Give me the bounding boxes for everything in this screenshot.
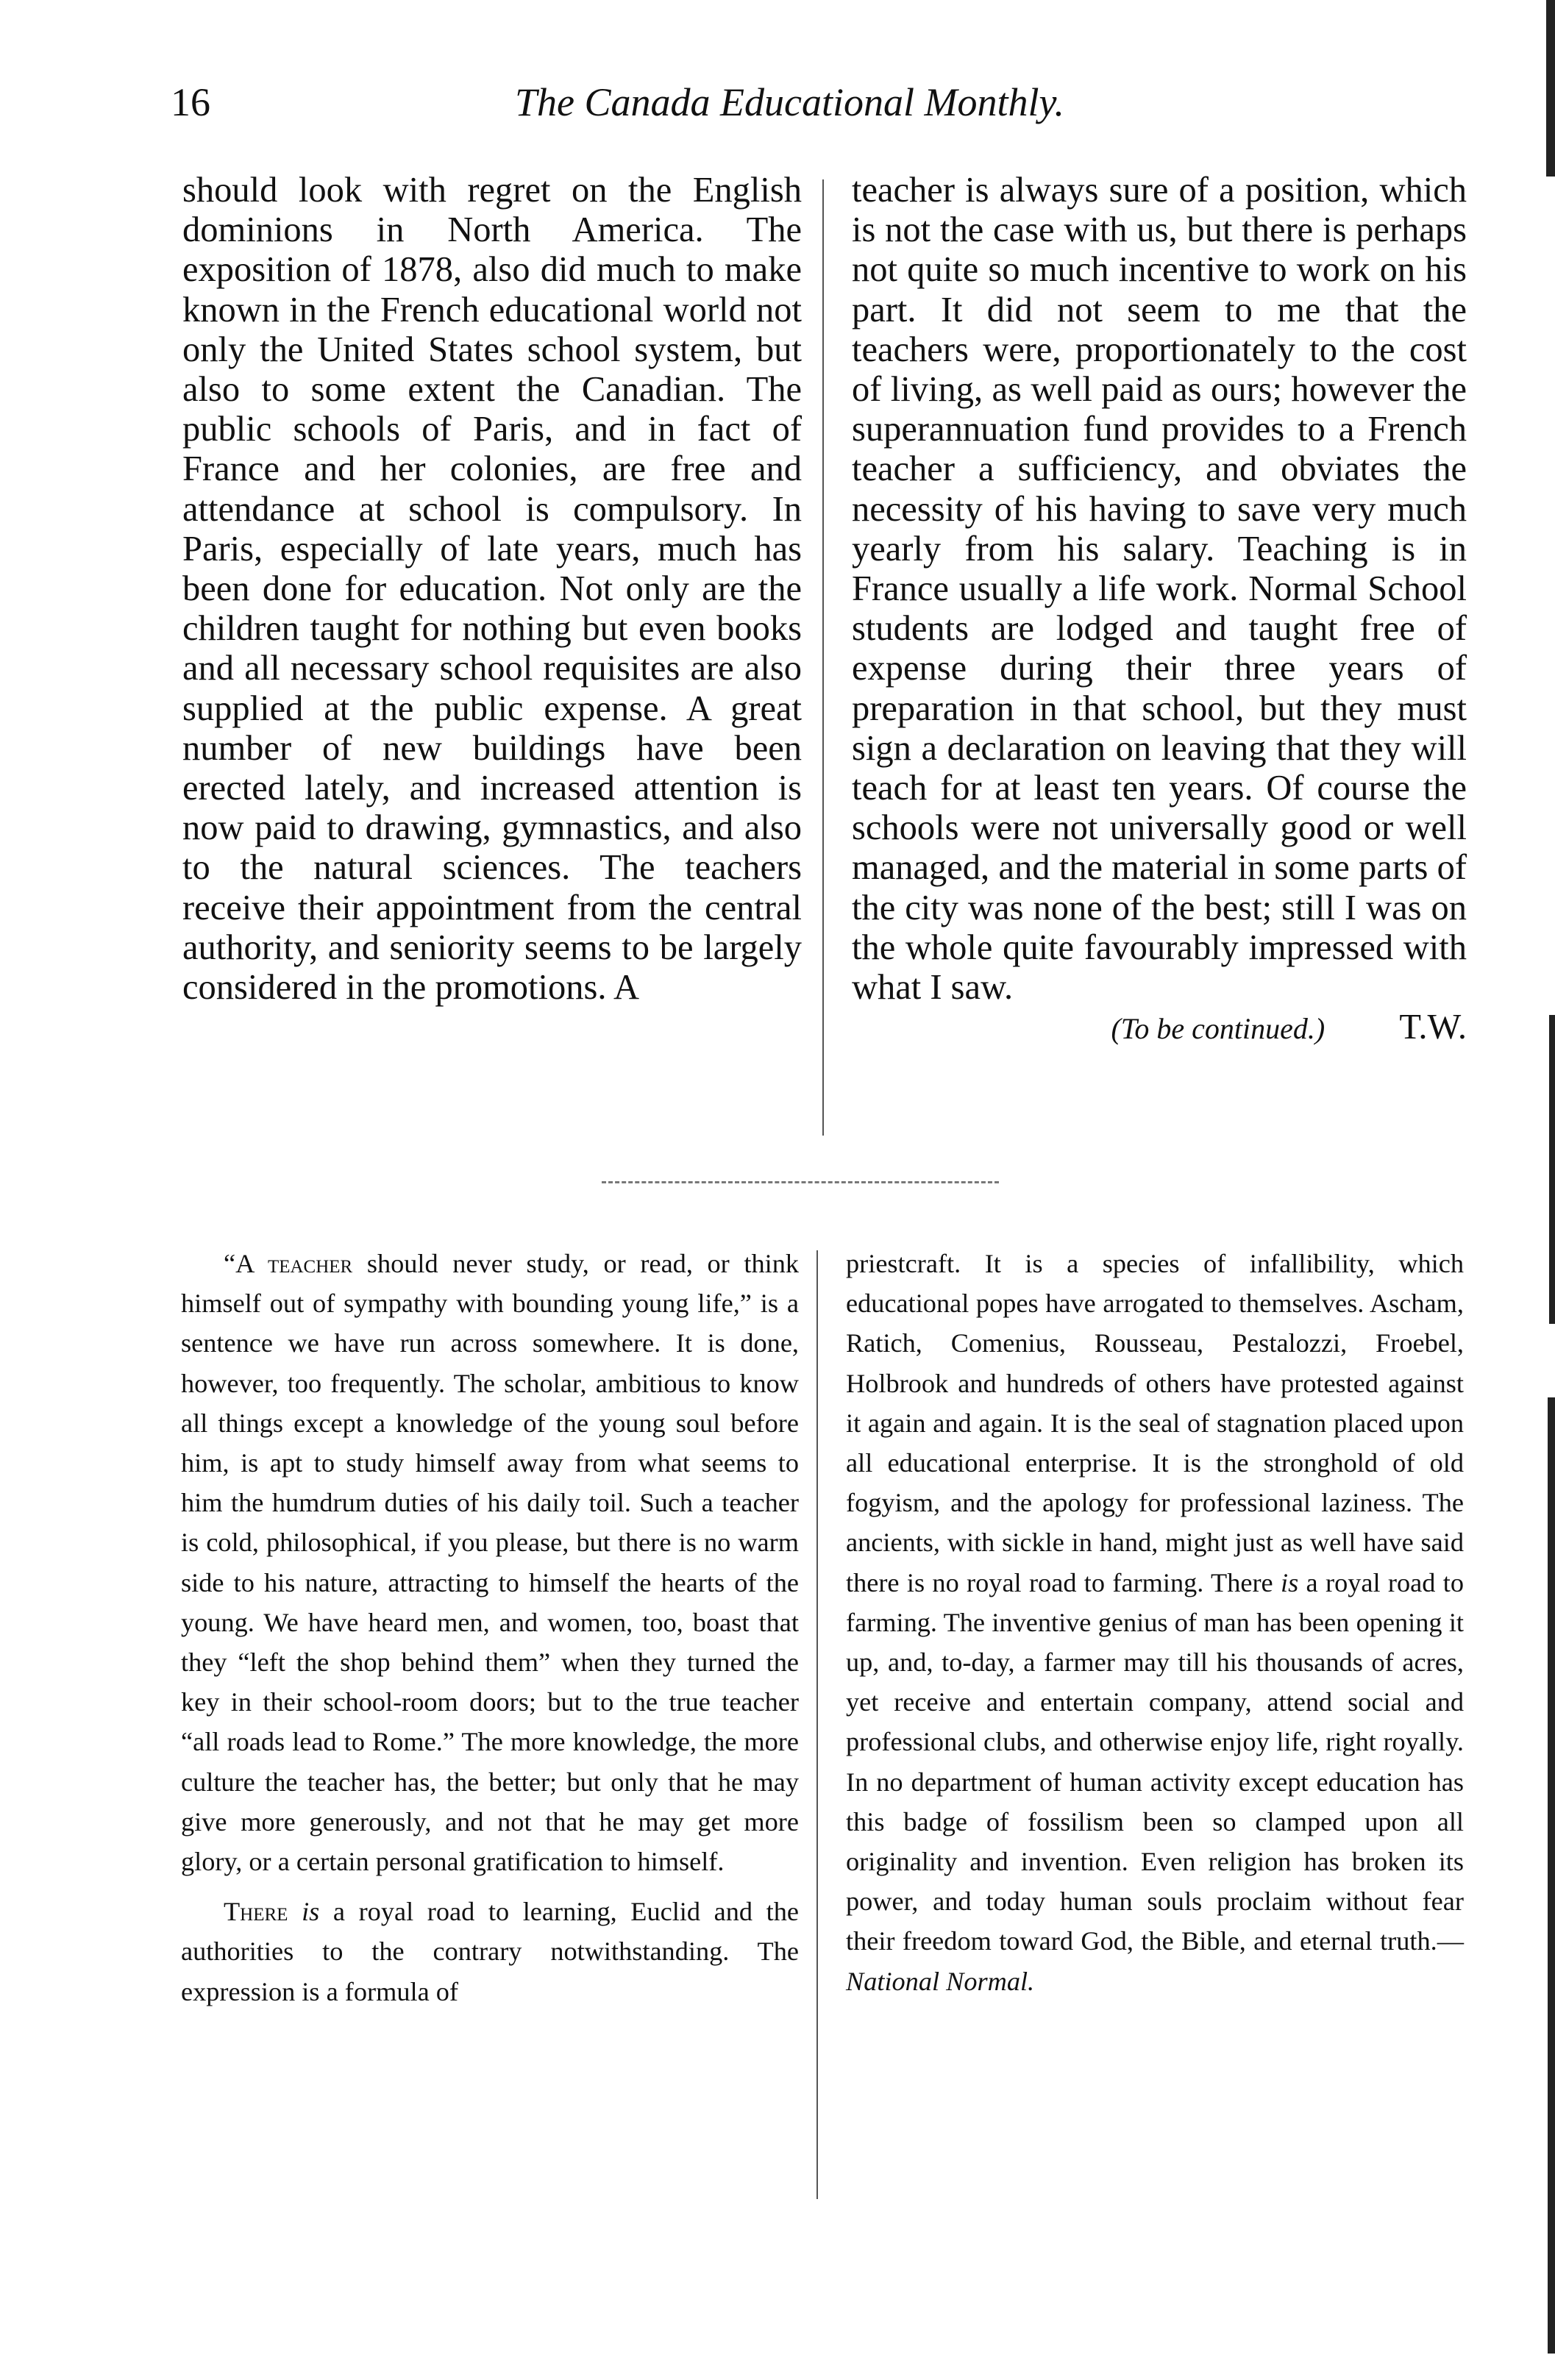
paragraph-2-lead-word: There (224, 1897, 288, 1927)
section-divider (602, 1181, 999, 1183)
upper-column-rule (822, 179, 824, 1136)
page-number: 16 (171, 80, 210, 124)
article2-right-text (846, 1244, 1464, 2001)
paragraph-1-text: should never study, or read, or think himself out of sympathy with bounding young life,” is a sentence we have run across somewhere. It is done, however, too frequently. The scholar, ambitious to know all things except a knowledge of the young soul before him, is apt to study himself away from what seems to him the humdrum duties of his daily toil. Such a teacher is cold, philosophical, if you please, but there is no warm side to his nature, attracting to himself the hearts of the young. We have heard men, and women, too, boast that they “left the shop behind them” when they turned the key in their school-room doors; but to the true teacher “all roads lead to Rome.” The more knowledge, the more culture the teacher has, the better; but only that he may give more generously, and not that he may get more glory, or a certain personal gratification to himself. (181, 1249, 799, 1877)
article2-paragraph-1 (181, 1244, 799, 1881)
open-quote: “ (224, 1249, 236, 1278)
scan-edge-mark (1548, 1397, 1555, 2354)
scan-edge-mark (1549, 1015, 1555, 1324)
right-text-part-a: priestcraft. It is a species of infallibility, which educational popes have arrogated to themselves. Ascham, Ratich, Comenius, Rousseau, Pestalozzi, Froebel, Holbrook and hundreds of others have protested against it again and again. It is the seal of stagnation placed upon all educational enterprise. It is the stronghold of old fogyism, and the apology for professional laziness. The ancients, with sickle in hand, might just as well have said there is no royal road to farming. There (846, 1249, 1464, 1597)
article2-left-column (181, 1244, 799, 2012)
signature: T.W. (1399, 1008, 1467, 1047)
lower-column-rule (816, 1250, 818, 2199)
italic-is: is (302, 1897, 320, 1927)
right-text-part-b: a royal road to farming. The inventive genius of man has been opening it up, and, to-day, a farmer may till his thousands of acres, yet receive and entertain company, attend social and professional clubs, and otherwise enjoy life, right royally. In no department of human activity except education has this badge of fossilism been so clamped upon all originality and invention. Even religion has broken its power, and today human souls proclaim without fear their freedom toward God, the Bible, and eternal truth.— (846, 1567, 1464, 1956)
article1-left-text: should look with regret on the English dominions in North America. The exposition of 1878, also did much to make known in the French educational world not only the United States school system, but also to some extent the Canadian. The public schools of Paris, and in fact of France and her colonies, are free and attendance at school is compulsory. In Paris, especially of late years, much has been done for education. Not only are the children taught for nothing but even books and all necessary school requisites are also supplied at the public expense. A great number of new buildings have been erected lately, and increased attention is now paid to drawing, gymnastics, and also to the natural sciences. The teachers receive their appointment from the central authority, and seniority seems to be largely considered in the promotions. A (182, 171, 802, 1008)
article2-right-column (846, 1244, 1464, 2001)
article2-paragraph-2 (181, 1892, 799, 2012)
continued-note: (To be continued.) (1111, 1012, 1326, 1046)
paragraph-lead-words: A teacher (235, 1249, 353, 1278)
scan-edge-mark (1546, 0, 1555, 177)
paragraph-2-text: a royal road to learning, Euclid and the authorities to the contrary notwithstanding. The expression is a formula of (181, 1897, 799, 2006)
italic-is-right: is (1281, 1567, 1299, 1597)
article1-right-text: teacher is always sure of a position, which is not the case with us, but there is perhaps not quite so much incentive to work on his part. It did not seem to me that the teachers were, proportionately to the cost of living, as well paid as ours; however the superannuation fund provides to a French teacher a sufficiency, and obviates the necessity of his having to save very much yearly from his salary. Teaching is in France usually a life work. Normal School students are lodged and taught free of expense during their three years of preparation in that school, but they must sign a declaration on leaving that they will teach for at least ten years. Of course the schools were not universally good or well managed, and the material in some parts of the city was none of the best; still I was on the whole quite favourably impressed with what I saw. (852, 171, 1467, 1008)
article1-left-column (182, 171, 802, 1008)
article1-signature-line (852, 1008, 1467, 1049)
source-attribution: National Normal. (846, 1966, 1035, 1996)
article1-right-column (852, 171, 1467, 1049)
running-title: The Canada Educational Monthly. (515, 80, 1064, 124)
